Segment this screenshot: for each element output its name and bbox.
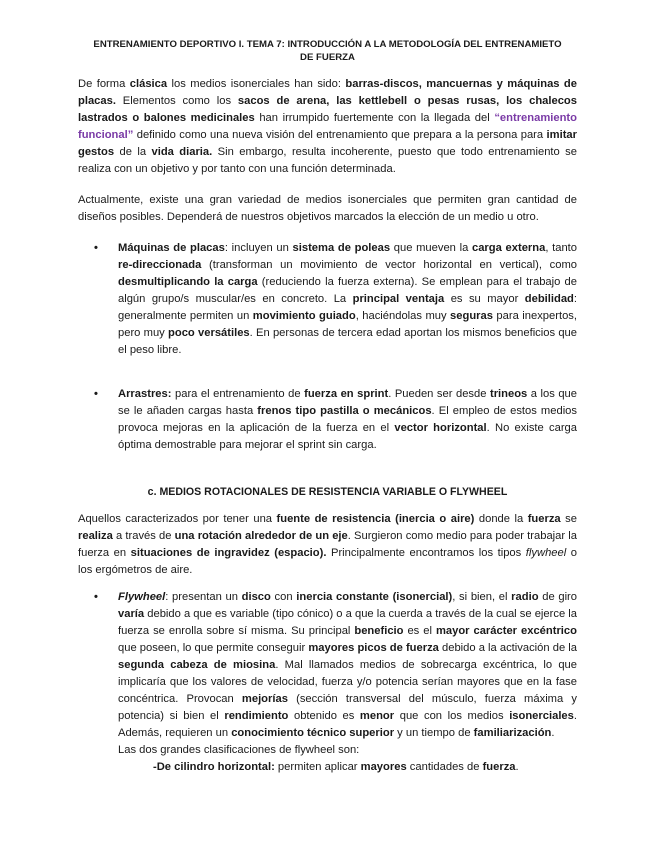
classification-intro: Las dos grandes clasificaciones de flywheel son:: [118, 744, 360, 756]
text-run: con: [270, 591, 297, 603]
intro-paragraph-1: [78, 76, 577, 178]
text-run: para inexpertos, pero muy: [118, 310, 578, 339]
text-run: es el: [403, 625, 436, 637]
isoinertial-means-list: [78, 240, 577, 454]
text-run: (transforman un movimiento de vector horizontal en vertical), como: [201, 259, 577, 271]
text-run: disco: [241, 591, 271, 603]
text-run: De forma: [78, 78, 130, 90]
list-item-text: [118, 242, 577, 356]
text-run: rendimiento: [224, 710, 289, 722]
intro-paragraph-2: [78, 192, 577, 226]
text-run: , tanto: [545, 242, 578, 254]
text-run: Arrastres:: [118, 388, 172, 400]
text-run: desmultiplicando la carga: [118, 276, 258, 288]
text-run: sacos de arena, las kettlebell o pesas rusas, los chalecos lastrados o balones medicinales: [78, 95, 577, 124]
header-line-1: ENTRENAMIENTO DEPORTIVO I. TEMA 7: INTRODUCCIÓN A LA METODOLOGÍA DEL ENTRENAMIETO: [93, 39, 562, 50]
text-run: Sin embargo, resulta incoherente, puesto que todo entrenamiento se realiza con un objetivo y por tanto con una función determinada.: [78, 146, 577, 175]
text-run: , si bien, el: [452, 591, 512, 603]
text-run: para el entrenamiento de: [171, 388, 305, 400]
text-run: fuerza: [527, 513, 561, 525]
text-run: que mueven la: [390, 242, 472, 254]
text-run: debilidad: [524, 293, 574, 305]
text-run: una rotación alrededor de un eje: [174, 530, 348, 542]
text-run: barras-discos, mancuernas y máquinas de placas.: [78, 78, 577, 107]
text-run: varía: [118, 608, 145, 620]
text-run: clásica: [129, 78, 168, 90]
text-run: . El empleo de estos medios provoca mejoras en la aplicación de la fuerza en el: [118, 405, 578, 434]
text-run: Máquinas de placas: [118, 242, 225, 254]
text-run: . Mal llamados medios de sobrecarga excéntrica, lo que implicaría que los valores de velocidad, fuerza y/o potencia serían mayores que en la fase concéntrica. Provocan: [118, 659, 577, 705]
text-run: radio: [511, 591, 539, 603]
text-run: . Surgieron como medio para poder trabajar la fuerza en: [78, 530, 577, 559]
text-run: .: [515, 761, 519, 773]
text-run: beneficio: [354, 625, 404, 637]
text-run: que poseen, lo que permite conseguir: [118, 642, 309, 654]
text-run: .: [551, 727, 555, 739]
text-run: . Además, requieren un: [118, 710, 577, 739]
text-run: conocimiento técnico superior: [231, 727, 395, 739]
text-run: Flywheel: [118, 591, 166, 603]
text-run: flywheel: [525, 547, 567, 559]
text-run: debido a la activación de la: [438, 642, 577, 654]
text-run: menor: [359, 710, 395, 722]
text-run: es su mayor: [444, 293, 525, 305]
list-item-maquinas-de-placas: [78, 240, 577, 359]
text-run: vida diaria.: [151, 146, 213, 158]
text-run: segunda cabeza de miosina: [118, 659, 276, 671]
text-run: . En personas de tercera edad aportan los mismos beneficios que el peso libre.: [118, 327, 577, 356]
text-run: (sección transversal del músculo, fuerza máxima y potencia) si bien el: [118, 693, 577, 722]
text-run: mejorías: [241, 693, 288, 705]
list-item-text: [118, 388, 577, 451]
text-run: fuerza en sprint: [304, 388, 389, 400]
flywheel-intro-paragraph: [78, 511, 577, 579]
text-run: movimiento guiado: [252, 310, 356, 322]
text-run: y un tiempo de: [394, 727, 474, 739]
text-run: mayor carácter excéntrico: [435, 625, 577, 637]
text-run: : generalmente permiten un: [118, 293, 577, 322]
bullet-icon: •: [94, 242, 98, 254]
bullet-icon: •: [94, 591, 98, 603]
document-header: [78, 38, 577, 64]
list-item-arrastres: [78, 386, 577, 454]
rotational-means-list: [78, 589, 577, 742]
text-run: (reduciendo la fuerza externa). Se emplean para el trabajo de algún grupo/s muscular/es en concreto. La: [118, 276, 577, 305]
text-run: mayores picos de fuerza: [308, 642, 439, 654]
text-run: realiza: [78, 530, 113, 542]
text-run: a los que se le añaden cargas hasta: [118, 388, 578, 417]
text-run: : incluyen un: [224, 242, 293, 254]
text-run: definido como una nueva visión del entrenamiento que prepara a la persona para: [133, 129, 547, 141]
text-run: . No existe carga óptima demostrable para mejorar el sprint sin carga.: [118, 422, 577, 451]
text-run: Aquellos caracterizados por tener una: [78, 513, 277, 525]
header-line-2: DE FUERZA: [300, 52, 355, 63]
text-run: . Pueden ser desde: [388, 388, 490, 400]
bullet-icon: •: [94, 388, 98, 400]
text-run: de la: [114, 146, 152, 158]
text-run: imitar gestos: [78, 129, 577, 158]
text-run: fuente de resistencia (inercia o aire): [276, 513, 475, 525]
text-run: , haciéndolas muy: [355, 310, 451, 322]
classification-horizontal-cylinder: [78, 759, 577, 776]
text-run: de giro: [538, 591, 578, 603]
text-run: principal ventaja: [352, 293, 445, 305]
text-run: los medios isonerciales han sido:: [167, 78, 346, 90]
text-run: Principalmente encontramos los tipos: [326, 547, 526, 559]
text-run: se: [560, 513, 577, 525]
text-run: fuerza: [482, 761, 516, 773]
text-run: -De cilindro horizontal:: [153, 761, 275, 773]
text-run: “entrenamiento funcional”: [78, 112, 577, 141]
text-run: sistema de poleas: [292, 242, 391, 254]
section-title-c: c. MEDIOS ROTACIONALES DE RESISTENCIA VARIABLE O FLYWHEEL: [147, 486, 508, 498]
text-run: han irrumpido fuertemente con la llegada del: [254, 112, 495, 124]
text-run: re-direccionada: [118, 259, 202, 271]
text-run: Elementos como los: [115, 95, 238, 107]
text-run: carga externa: [471, 242, 546, 254]
list-item-text: [118, 591, 577, 739]
text-run: mayores: [360, 761, 407, 773]
text-run: obtenido es: [288, 710, 360, 722]
text-run: familiarización: [473, 727, 552, 739]
list-item-flywheel: [78, 589, 577, 742]
text-run: situaciones de ingravidez (espacio).: [130, 547, 327, 559]
text-run: donde la: [474, 513, 528, 525]
text-run: que con los medios: [394, 710, 510, 722]
text-run: Actualmente, existe una gran variedad de medios isonerciales que permiten gran cantidad de diseños posibles. Dependerá de nuestros objetivos marcados la elección de un medio u otro.: [78, 194, 577, 223]
text-run: : presentan un: [165, 591, 242, 603]
text-run: poco versátiles: [168, 327, 250, 339]
text-run: debido a que es variable (tipo cónico) o a que la cuerda a través de la cual se ejerce la fuerza se enrolla sobre sí misma. Su principal: [118, 608, 577, 637]
text-run: vector horizontal: [394, 422, 487, 434]
text-run: permiten aplicar: [274, 761, 361, 773]
text-run: trineos: [489, 388, 528, 400]
text-run: a través de: [112, 530, 175, 542]
text-run: inercia constante (isonercial): [296, 591, 453, 603]
text-run: cantidades de: [406, 761, 483, 773]
text-run: isonerciales: [509, 710, 574, 722]
text-run: o los ergómetros de aire.: [78, 547, 577, 576]
text-run: seguras: [450, 310, 493, 322]
text-run: frenos tipo pastilla o mecánicos: [257, 405, 432, 417]
